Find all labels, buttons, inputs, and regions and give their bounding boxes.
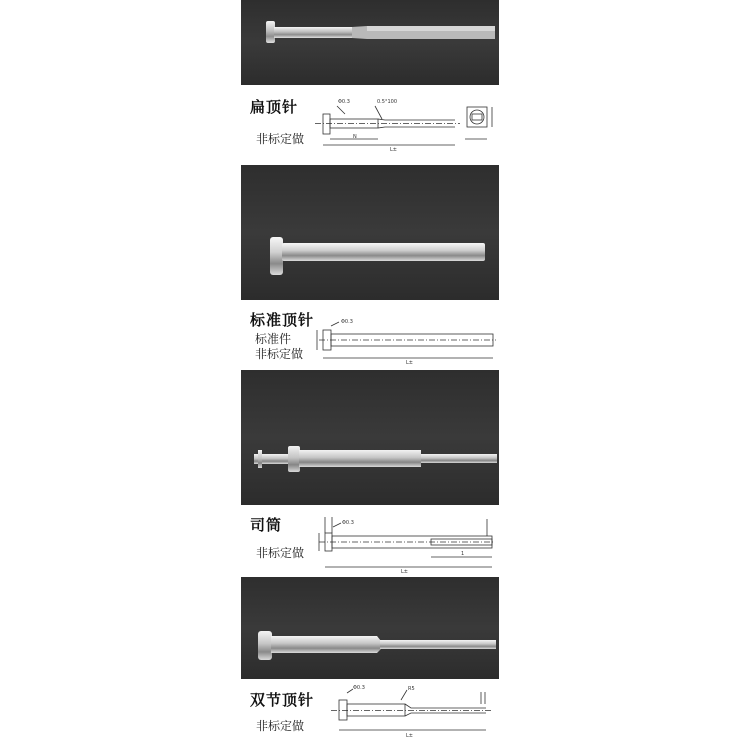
dim-head: Φ0.3 — [341, 319, 353, 325]
dim-length: L± — [406, 360, 413, 366]
dim-angle: 0.5°100 — [377, 99, 397, 105]
dim-length: L± — [406, 733, 413, 739]
product-note: 非标定做 — [255, 347, 304, 361]
standard-ejector-pin-spec — [241, 300, 499, 370]
product-title: 司筒 — [250, 516, 283, 534]
ejector-sleeve-spec — [241, 505, 499, 577]
dim-sub: 1 — [461, 551, 465, 557]
flat-ejector-pin-spec — [241, 85, 499, 165]
dim-length: L± — [390, 147, 397, 153]
product-title: 扁顶针 — [250, 98, 299, 116]
stepped-ejector-pin-spec — [241, 679, 499, 743]
standard-ejector-pin-photo — [241, 165, 499, 300]
flat-ejector-pin-drawing — [315, 89, 497, 164]
product-title: 双节顶针 — [250, 691, 315, 709]
dim-head: Φ0.3 — [342, 520, 354, 526]
stepped-ejector-pin-drawing — [311, 680, 496, 742]
dim-length: L± — [401, 569, 408, 575]
product-note: 标准件 — [255, 332, 292, 346]
dim-step: R5 — [408, 686, 415, 692]
dim-head: Φ0.3 — [353, 685, 365, 691]
ejector-sleeve-photo — [241, 370, 499, 505]
product-note: 非标定做 — [256, 719, 305, 733]
dim-sub: N — [353, 134, 357, 140]
product-note: 非标定做 — [256, 132, 305, 146]
product-title: 标准顶针 — [250, 311, 315, 329]
ejector-sleeve-drawing — [311, 507, 496, 577]
dim-head: Φ0.3 — [338, 99, 350, 105]
standard-ejector-pin-drawing — [311, 304, 496, 368]
product-catalog-column — [241, 0, 499, 743]
product-note: 非标定做 — [256, 546, 305, 560]
flat-ejector-pin-photo — [241, 0, 499, 85]
stepped-ejector-pin-photo — [241, 577, 499, 679]
